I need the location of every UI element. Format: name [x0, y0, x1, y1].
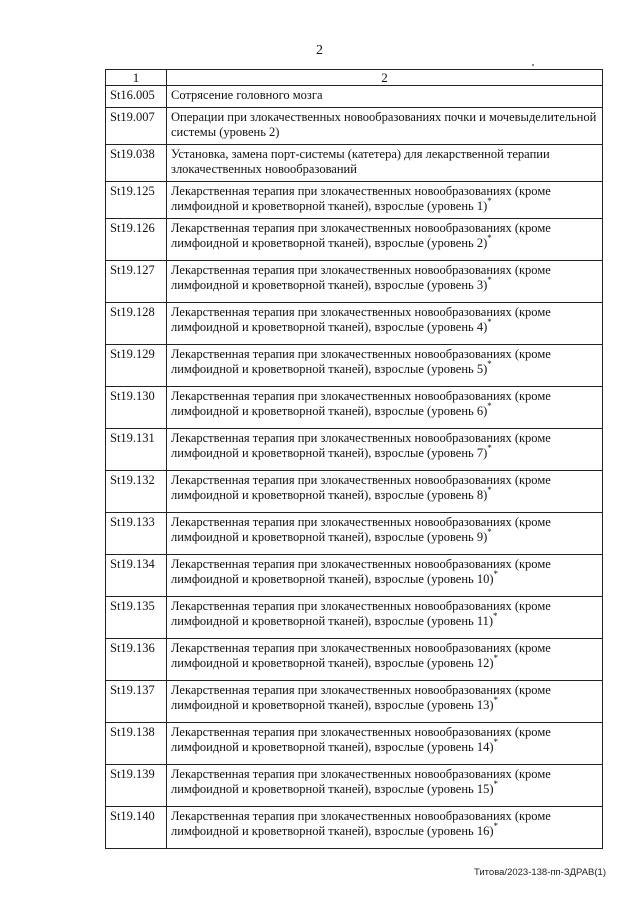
footnote-asterisk: *: [487, 316, 492, 327]
row-code-cell: St19.129: [106, 345, 167, 387]
row-code-cell: St19.127: [106, 261, 167, 303]
row-name-text: Установка, замена порт-системы (катетера) для лекарственной терапии злокачественных новообразований: [171, 147, 550, 176]
row-name-text: Операции при злокачественных новообразованиях почки и мочевыделительной системы (уровень 2): [171, 110, 597, 139]
row-name-cell: [167, 86, 603, 108]
column-header-1: 1: [106, 70, 167, 86]
row-name-cell: [167, 807, 603, 849]
row-code-cell: St19.126: [106, 219, 167, 261]
row-name-cell: [167, 471, 603, 513]
table-row: [106, 555, 603, 597]
row-name-cell: [167, 345, 603, 387]
row-name-text: Лекарственная терапия при злокачественных новообразованиях (кроме лимфоидной и кроветворной тканей), взрослые (уровень 13): [171, 683, 551, 712]
table-row: [106, 86, 603, 108]
row-code-cell: St19.138: [106, 723, 167, 765]
row-name-text: Лекарственная терапия при злокачественных новообразованиях (кроме лимфоидной и кроветворной тканей), взрослые (уровень 1): [171, 184, 551, 213]
row-code-cell: St19.130: [106, 387, 167, 429]
table-header-row: [106, 70, 603, 86]
row-name-text: Лекарственная терапия при злокачественных новообразованиях (кроме лимфоидной и кроветворной тканей), взрослые (уровень 8): [171, 473, 551, 502]
row-name-cell: [167, 219, 603, 261]
row-name-text: Лекарственная терапия при злокачественных новообразованиях (кроме лимфоидной и кроветворной тканей), взрослые (уровень 11): [171, 599, 551, 628]
row-code-cell: St19.135: [106, 597, 167, 639]
table-row: [106, 765, 603, 807]
row-code-cell: St19.125: [106, 182, 167, 219]
table-row: [106, 597, 603, 639]
footnote-asterisk: *: [487, 195, 492, 206]
footnote-asterisk: *: [487, 484, 492, 495]
footnote-asterisk: *: [493, 694, 498, 705]
row-name-text: Лекарственная терапия при злокачественных новообразованиях (кроме лимфоидной и кроветворной тканей), взрослые (уровень 3): [171, 263, 551, 292]
document-reference: Титова/2023-138-пп-ЗДРАВ(1): [473, 867, 606, 878]
row-name-cell: [167, 681, 603, 723]
row-code-cell: St19.134: [106, 555, 167, 597]
table-row: [106, 387, 603, 429]
footnote-asterisk: *: [487, 526, 492, 537]
row-name-cell: [167, 639, 603, 681]
row-name-text: Лекарственная терапия при злокачественных новообразованиях (кроме лимфоидной и кроветворной тканей), взрослые (уровень 4): [171, 305, 551, 334]
row-name-cell: [167, 723, 603, 765]
table-row: [106, 261, 603, 303]
row-name-text: Лекарственная терапия при злокачественных новообразованиях (кроме лимфоидной и кроветворной тканей), взрослые (уровень 7): [171, 431, 551, 460]
table-row: [106, 807, 603, 849]
footnote-asterisk: *: [487, 274, 492, 285]
row-name-text: Лекарственная терапия при злокачественных новообразованиях (кроме лимфоидной и кроветворной тканей), взрослые (уровень 9): [171, 515, 551, 544]
row-code-cell: St19.038: [106, 145, 167, 182]
table-row: [106, 145, 603, 182]
table-row: [106, 303, 603, 345]
footnote-asterisk: *: [493, 736, 498, 747]
table-row: [106, 471, 603, 513]
row-name-cell: [167, 555, 603, 597]
row-name-text: Лекарственная терапия при злокачественных новообразованиях (кроме лимфоидной и кроветворной тканей), взрослые (уровень 15): [171, 767, 551, 796]
row-name-cell: [167, 429, 603, 471]
row-code-cell: St19.139: [106, 765, 167, 807]
footnote-asterisk: *: [493, 610, 498, 621]
table-row: [106, 219, 603, 261]
row-name-text: Лекарственная терапия при злокачественных новообразованиях (кроме лимфоидной и кроветворной тканей), взрослые (уровень 14): [171, 725, 551, 754]
row-code-cell: St19.136: [106, 639, 167, 681]
table-row: [106, 681, 603, 723]
footnote-asterisk: *: [487, 358, 492, 369]
footnote-asterisk: *: [487, 400, 492, 411]
row-code-cell: St16.005: [106, 86, 167, 108]
row-code-cell: St19.137: [106, 681, 167, 723]
row-name-cell: [167, 597, 603, 639]
table-row: [106, 639, 603, 681]
tariff-code-table: [105, 69, 603, 849]
row-name-cell: [167, 765, 603, 807]
footnote-asterisk: *: [493, 568, 498, 579]
table-row: [106, 513, 603, 555]
page-number: 2: [316, 43, 323, 58]
row-name-text: Лекарственная терапия при злокачественных новообразованиях (кроме лимфоидной и кроветворной тканей), взрослые (уровень 5): [171, 347, 551, 376]
row-code-cell: St19.131: [106, 429, 167, 471]
table-row: [106, 182, 603, 219]
row-code-cell: St19.132: [106, 471, 167, 513]
row-code-cell: St19.007: [106, 108, 167, 145]
row-code-cell: St19.140: [106, 807, 167, 849]
row-code-cell: St19.128: [106, 303, 167, 345]
row-name-cell: [167, 108, 603, 145]
footnote-asterisk: *: [487, 442, 492, 453]
row-name-cell: [167, 261, 603, 303]
table-row: [106, 108, 603, 145]
table-body: [106, 86, 603, 849]
row-name-text: Лекарственная терапия при злокачественных новообразованиях (кроме лимфоидной и кроветворной тканей), взрослые (уровень 2): [171, 221, 551, 250]
row-code-cell: St19.133: [106, 513, 167, 555]
footnote-asterisk: *: [487, 232, 492, 243]
row-name-text: Лекарственная терапия при злокачественных новообразованиях (кроме лимфоидной и кроветворной тканей), взрослые (уровень 6): [171, 389, 551, 418]
footnote-asterisk: *: [493, 820, 498, 831]
row-name-cell: [167, 513, 603, 555]
footnote-asterisk: *: [493, 778, 498, 789]
column-header-2: 2: [167, 70, 603, 86]
row-name-cell: [167, 303, 603, 345]
table-row: [106, 345, 603, 387]
row-name-cell: [167, 182, 603, 219]
table-row: [106, 429, 603, 471]
footnote-asterisk: *: [493, 652, 498, 663]
row-name-cell: [167, 145, 603, 182]
table-row: [106, 723, 603, 765]
row-name-text: Лекарственная терапия при злокачественных новообразованиях (кроме лимфоидной и кроветворной тканей), взрослые (уровень 10): [171, 557, 551, 586]
row-name-text: Лекарственная терапия при злокачественных новообразованиях (кроме лимфоидной и кроветворной тканей), взрослые (уровень 12): [171, 641, 551, 670]
scan-speck: [532, 64, 534, 66]
row-name-text: Сотрясение головного мозга: [171, 88, 323, 102]
row-name-text: Лекарственная терапия при злокачественных новообразованиях (кроме лимфоидной и кроветворной тканей), взрослые (уровень 16): [171, 809, 551, 838]
row-name-cell: [167, 387, 603, 429]
